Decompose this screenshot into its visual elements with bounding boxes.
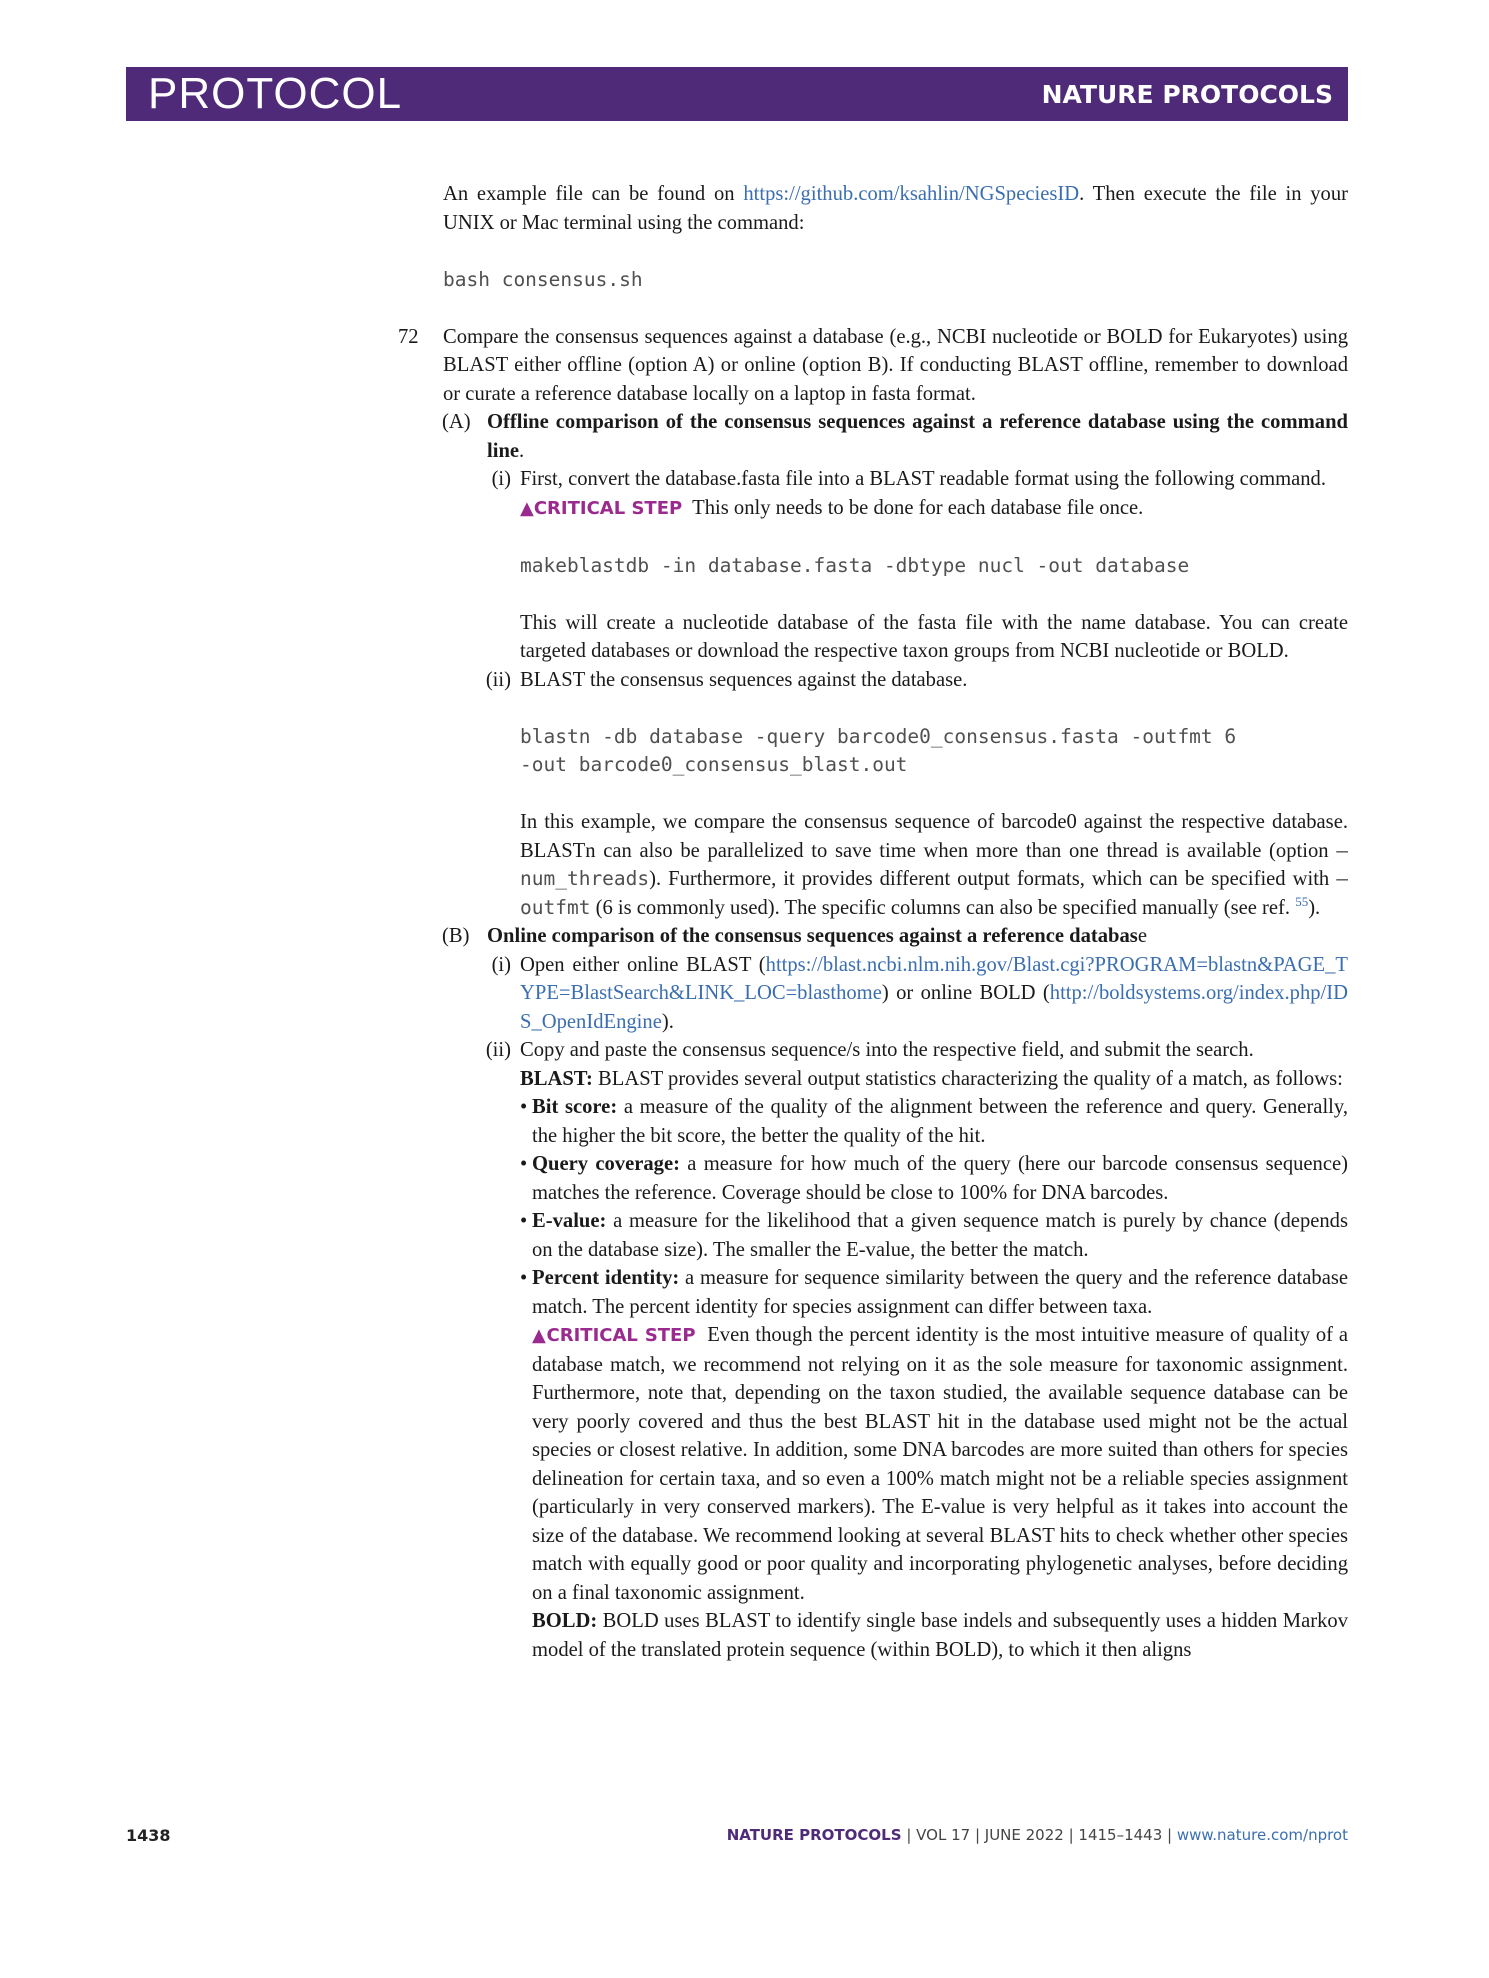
github-link[interactable]: https://github.com/ksahlin/NGSpeciesID [743,183,1080,205]
blast-link[interactable]: https://blast.ncbi.nlm.nih.gov/Blast.cgi?PROGRAM=blastn&PAGE_TYPE=BlastSearch&LINK_LOC=blasthome [520,953,1348,1004]
option-a-i: (i) First, convert the database.fasta file into a BLAST readable format using the following command. ▲CRITICAL STEP This only needs to be done for each database file once. makeblastdb -in database.fasta -dbtype nucl -out database This will create a nucleotide database of the fasta file with the name database. You can create targeted databases or download the respective taxon groups from NCBI nucleotide or BOLD. [491,468,1348,662]
critical-step-paragraph: ▲CRITICAL STEP Even though the percent identity is the most intuitive measure of quality of a database match, we recommend not relying on it as the sole measure for taxonomic assignment. Furthermore, note that, depending on the taxon studied, the available sequence database can be very poorly covered and thus the best BLAST hit in the database used might not be the actual species or closest relative. In addition, some DNA barcodes are more suited than others for species delineation for certain taxa, and so even a 100% match might not be a reliable species assignment (particularly in very conserved markers). The E-value is very helpful as it takes into account the size of the database. We recommend looking at several BLAST hits to check whether other species match with equally good or poor quality and incorporating phylogenetic analyses, before deciding on a final taxonomic assignment. [532,1324,1348,1604]
step-72-text: Compare the consensus sequences against a database (e.g., NCBI nucleotide or BOLD for Eukaryotes) using BLAST either offline (option A) or online (option B). If conducting BLAST offline, remember to download or curate a reference database locally on a laptop in fasta format. [443,325,1348,405]
blast-label: BLAST: [520,1067,593,1090]
bold-paragraph: BOLD: BOLD uses BLAST to identify single base indels and subsequently uses a hidden Markov model of the translated protein sequence (within BOLD), to which it then aligns [532,1610,1348,1661]
critical-step-label: ▲CRITICAL STEP [520,497,683,519]
list-item: • Percent identity: a measure for sequence similarity between the query and the reference database match. The percent identity for species assignment can differ between taxa. [520,1267,1348,1318]
step-number: 72 [398,325,419,348]
option-a: (A) Offline comparison of the consensus sequences against a reference database using the command line. [443,408,1348,465]
blastn-command-line-2: -out barcode0_consensus_blast.out [520,753,908,776]
blastn-command-line-1: blastn -db database -query barcode0_consensus.fasta -outfmt 6 [520,724,1237,748]
list-item: • Query coverage: a measure for how much of the query (here our barcode consensus sequence) matches the reference. Coverage should be close to 100% for DNA barcodes. [520,1153,1348,1204]
main-content [398,180,1348,1664]
option-a-label: (A) [442,411,471,433]
blast-statistics-list [443,1093,1348,1664]
journal-url[interactable]: www.nature.com/nprot [1176,1826,1348,1844]
intro-paragraph: An example file can be found on https://github.com/ksahlin/NGSpeciesID. Then execute the file in your UNIX or Mac terminal using the command: [443,183,1348,234]
critical-step-label: ▲CRITICAL STEP [532,1325,696,1346]
list-item: • E-value: a measure for the likelihood that a given sequence match is purely by chance (depends on the database size). The smaller the E-value, the better the match. [520,1210,1348,1261]
option-b-label: (B) [442,925,470,947]
journal-header: NATURE PROTOCOLS [1041,80,1333,109]
option-b: (B) Online comparison of the consensus sequences against a reference database [443,922,1348,951]
page-number: 1438 [126,1826,171,1845]
bold-link[interactable]: http://boldsystems.org/index.php/IDS_OpenIdEngine [520,982,1348,1033]
blastn-explanation: In this example, we compare the consensus sequence of barcode0 against the respective database. BLASTn can also be parallelized to save time when more than one thread is available (option –num_threads). Furthermore, it provides different output formats, which can be specified with –outfmt (6 is commonly used). The specific columns can also be specified manually (see ref. $^{55}$). [520,811,1348,919]
list-item: • Bit score: a measure of the quality of the alignment between the reference and query. Generally, the higher the bit score, the better the quality of the hit. [520,1096,1348,1147]
option-a-ii: (ii) BLAST the consensus sequences against the database. blastn -db database -query barcode0_consensus.fasta -outfmt 6 -out barcode0_consensus_blast.out In this example, we compare the consensus sequence of barcode0 against the respective database. BLASTn can also be parallelized to save time when more than one thread is available (option –num_threads). Furthermore, it provides different output formats, which can be specified with –outfmt (6 is commonly used). The specific columns can also be specified manually (see ref. $^{55}$). [443,666,1348,923]
consensus-command: bash consensus.sh [443,267,643,291]
header-banner [126,67,1348,121]
option-a-title: Offline comparison of the consensus sequences against a reference database using the command line [487,411,1348,462]
makeblastdb-command: makeblastdb -in database.fasta -dbtype nucl -out database [520,553,1190,577]
option-b-ii: (ii) Copy and paste the consensus sequence/s into the respective field, and submit the search. BLAST: BLAST provides several output statistics characterizing the quality of a match, as follows: [485,1039,1343,1090]
reference-55[interactable]: 55 [1295,893,1309,909]
footer-citation: NATURE PROTOCOLS | VOL 17 | JUNE 2022 | 1415–1443 | www.nature.com/nprot [726,1826,1348,1844]
option-b-title: Online comparison of the consensus sequences against a reference databas [487,925,1138,947]
option-b-i: (i) Open either online BLAST (https://blast.ncbi.nlm.nih.gov/Blast.cgi?PROGRAM=blastn&PAGE_TYPE=BlastSearch&LINK_LOC=blasthome) or online BOLD (http://boldsystems.org/index.php/IDS_OpenIdEngine). [491,953,1348,1033]
section-label: PROTOCOL [148,69,403,118]
step-72 [398,323,1348,1665]
